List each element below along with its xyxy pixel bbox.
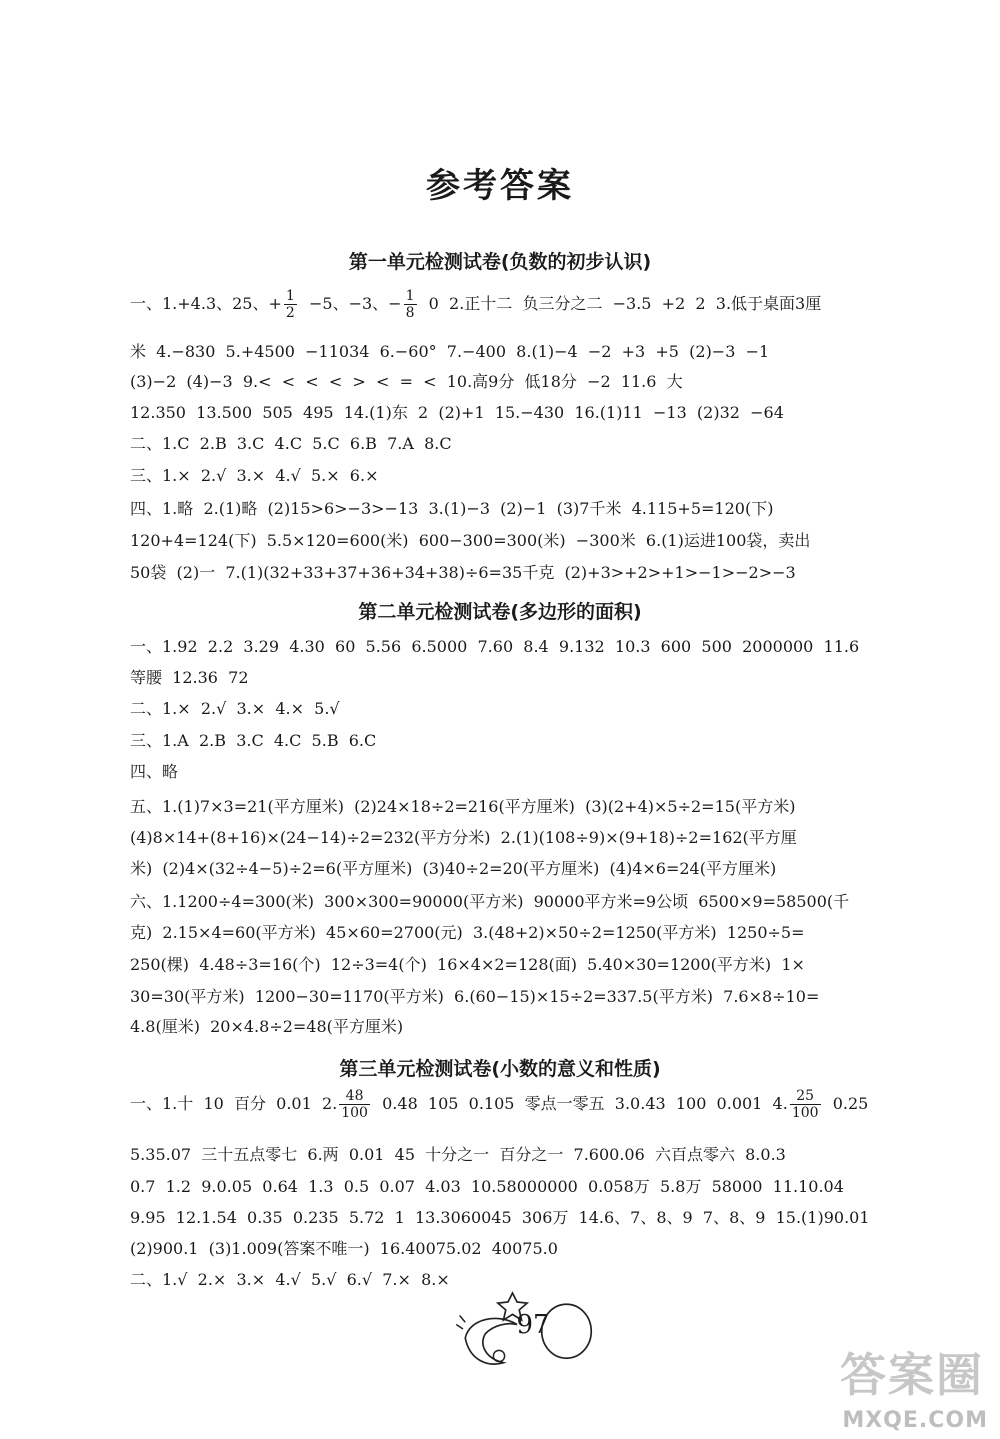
answer-line: 一、1.92 2.2 3.29 4.30 60 5.56 6.5000 7.60 8.4 9.132 10.3 600 500 2000000 11.6 [130, 637, 860, 656]
fraction [790, 1088, 821, 1121]
answer-line: 五、1.(1)7×3=21(平方厘米) (2)24×18÷2=216(平方厘米) (3)(2+4)×5÷2=15(平方米) [130, 797, 796, 816]
fraction-denominator: 2 [285, 305, 295, 321]
answer-line: 克) 2.15×4=60(平方米) 45×60=2700(元) 3.(48+2)×50÷2=1250(平方米) 1250÷5= [130, 923, 805, 942]
answer-text: 一、1.+4.3、25、+ [130, 294, 282, 313]
fraction-numerator: 1 [285, 288, 295, 304]
answer-line: (3)−2 (4)−3 9.< < < < > < = < 10.高9分 低18分 −2 11.6 大 [130, 372, 683, 391]
page-number-badge [469, 1292, 549, 1372]
answer-line: 二、1.× 2.√ 3.× 4.× 5.√ [130, 699, 340, 718]
answer-line: 三、1.× 2.√ 3.× 4.√ 5.× 6.× [130, 466, 379, 485]
answer-text: 0.25 [822, 1094, 869, 1113]
fraction-denominator: 8 [405, 305, 415, 321]
answer-line: 六、1.1200÷4=300(米) 300×300=90000(平方米) 90000平方米=9公顷 6500×9=58500(千 [130, 892, 850, 911]
answer-line: 米 4.−830 5.+4500 −11034 6.−60° 7.−400 8.(1)−4 −2 +3 +5 (2)−3 −1 [130, 342, 770, 361]
answer-line: 四、1.略 2.(1)略 (2)15>6>−3>−13 3.(1)−3 (2)−1 (3)7千米 4.115+5=120(下) [130, 499, 774, 518]
answer-line: 米) (2)4×(32÷4−5)÷2=6(平方厘米) (3)40÷2=20(平方厘米) (4)4×6=24(平方厘米) [130, 859, 777, 878]
answer-line: 三、1.A 2.B 3.C 4.C 5.B 6.C [130, 731, 377, 750]
answer-line: 四、略 [130, 762, 179, 781]
watermark-title: 答案圈 [840, 1348, 984, 1402]
section-heading: 第二单元检测试卷(多边形的面积) [358, 601, 642, 623]
section-heading: 第一单元检测试卷(负数的初步认识) [348, 251, 652, 273]
answer-line: 等腰 12.36 72 [130, 668, 249, 687]
answer-line: 二、1.C 2.B 3.C 4.C 5.C 6.B 7.A 8.C [130, 434, 452, 453]
fraction-numerator: 48 [339, 1088, 370, 1105]
answer-line: 0.7 1.2 9.0.05 0.64 1.3 0.5 0.07 4.03 10.58000000 0.058万 5.8万 58000 11.10.04 [130, 1177, 844, 1196]
answer-line: 12.350 13.500 505 495 14.(1)东 2 (2)+1 15.−430 16.(1)11 −13 (2)32 −64 [130, 403, 784, 422]
page-title: 参考答案 [426, 166, 574, 206]
answer-line: (4)8×14+(8+16)×(24−14)÷2=232(平方分米) 2.(1)(108÷9)×(9+18)÷2=162(平方厘 [130, 828, 797, 847]
answer-line: 二、1.√ 2.× 3.× 4.√ 5.√ 6.√ 7.× 8.× [130, 1270, 450, 1289]
section-heading: 第三单元检测试卷(小数的意义和性质) [339, 1058, 661, 1080]
answer-line: 5.35.07 三十五点零七 6.两 0.01 45 十分之一 百分之一 7.600.06 六百点零六 8.0.3 [130, 1145, 786, 1164]
answer-line: 120+4=124(下) 5.5×120=600(米) 600−300=300(米) −300米 6.(1)运进100袋，卖出 [130, 531, 811, 550]
answer-line: 30=30(平方米) 1200−30=1170(平方米) 6.(60−15)×15÷2=337.5(平方米) 7.6×8÷10= [130, 987, 820, 1006]
answer-line: 250(棵) 4.48÷3=16(个) 12÷3=4(个) 16×4×2=128(面) 5.40×30=1200(平方米) 1× [130, 955, 805, 974]
answer-line [130, 288, 821, 321]
fraction [339, 1088, 370, 1121]
page-number: 97 [516, 1310, 550, 1340]
fraction-denominator: 100 [791, 1105, 819, 1121]
watermark-logo [818, 1343, 988, 1433]
fraction [404, 288, 417, 321]
answer-text: 0.48 105 0.105 零点一零五 3.0.43 100 0.001 4. [371, 1094, 788, 1113]
answer-text: −5、−3、− [298, 294, 402, 313]
fraction [284, 288, 297, 321]
answer-line: 50袋 (2)一 7.(1)(32+33+37+36+34+38)÷6=35千克 (2)+3>+2>+1>−1>−2>−3 [130, 563, 796, 582]
fraction-denominator: 100 [341, 1105, 368, 1121]
answer-line: 9.95 12.1.54 0.35 0.235 5.72 1 13.3060045 306万 14.6、7、8、9 7、8、9 15.(1)90.01 [130, 1208, 870, 1227]
fraction-numerator: 25 [790, 1088, 821, 1105]
answer-line: (2)900.1 (3)1.009(答案不唯一) 16.40075.02 40075.0 [130, 1239, 558, 1258]
answer-line: 4.8(厘米) 20×4.8÷2=48(平方厘米) [130, 1017, 404, 1036]
fraction-numerator: 1 [405, 288, 415, 304]
answer-text: 0 2.正十二 负三分之二 −3.5 +2 2 3.低于桌面3厘 [418, 294, 822, 313]
answer-text: 一、1.十 10 百分 0.01 2. [130, 1094, 338, 1113]
answer-line [130, 1088, 868, 1121]
watermark-url: MXQE.COM [842, 1408, 988, 1433]
